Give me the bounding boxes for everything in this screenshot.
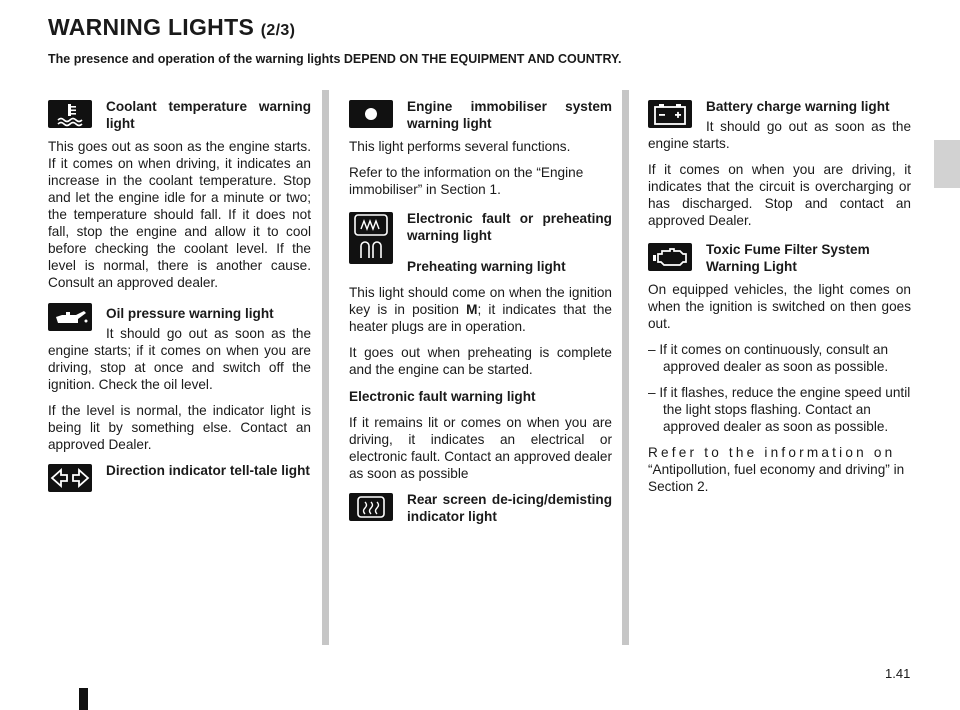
preheat-label: Electronic fault or preheating warning light — [407, 211, 612, 243]
preheat-text-2: It goes out when preheating is complete and the engine can be started. — [349, 345, 612, 377]
section-tab — [934, 140, 960, 188]
oil-label: Oil pressure warning light — [106, 306, 274, 321]
battery-icon — [648, 100, 692, 128]
title-part: (2/3) — [260, 22, 296, 39]
column-3 — [648, 98, 911, 504]
oil-entry — [48, 305, 311, 453]
page-subtitle: The presence and operation of the warning lights DEPEND ON THE EQUIPMENT AND COUNTRY. — [48, 52, 622, 66]
immobiliser-text-2: Refer to the information on the “Engine immobiliser” in Section 1. — [349, 165, 584, 197]
preheat-text-before: This light should come on when the ignition key is in position — [349, 285, 612, 317]
toxic-bullet-1: – If it comes on continuously, consult an approved dealer as soon as possible. — [648, 342, 889, 374]
page-title — [48, 14, 295, 41]
fault-heading: Electronic fault warning light — [349, 389, 536, 404]
preheat-text-1 — [349, 284, 612, 335]
column-1 — [48, 98, 311, 496]
direction-label: Direction indicator tell-tale light — [106, 463, 310, 478]
coolant-entry — [48, 98, 311, 291]
toxic-entry — [648, 241, 911, 495]
immobiliser-text-1: This light performs several functions. — [349, 139, 571, 154]
coolant-label: Coolant temperature warning light — [106, 99, 311, 131]
page-number: 1.41 — [885, 666, 911, 681]
coolant-text: This goes out as soon as the engine starts. If it comes on when driving, it indicates an increase in the coolant temperature. Stop and let the engine idle for a minute or two; the temperature should fall. If it does not fall, stop the engine and allow it to cool before checking the coolant level. If the level is normal, there is another cause. Consult an approved dealer. — [48, 139, 311, 290]
immobiliser-entry — [349, 98, 612, 198]
battery-text-2: If it comes on when you are driving, it indicates that the circuit is overcharging or has discharged. Stop and contact an approved Dealer. — [648, 162, 911, 228]
key-position: M — [466, 302, 478, 317]
rear-screen-entry — [349, 491, 612, 525]
preheat-sublabel: Preheating warning light — [407, 259, 566, 274]
toxic-refer-line-2: “Antipollution, fuel economy and driving” in Section 2. — [648, 462, 905, 494]
column-2 — [349, 98, 612, 525]
battery-text-1: It should go out as soon as the engine starts. — [648, 119, 911, 151]
corner-mark — [79, 688, 88, 710]
direction-arrows-icon — [48, 464, 92, 492]
coolant-temperature-icon — [48, 100, 92, 128]
fault-text: If it remains lit or comes on when you are driving, it indicates an electrical or electronic fault. Contact an approved dealer as soon as possible — [349, 415, 612, 481]
immobiliser-label: Engine immobiliser system warning light — [407, 99, 612, 131]
column-divider — [622, 90, 629, 645]
rear-screen-label: Rear screen de-icing/demisting indicator light — [407, 492, 612, 524]
toxic-text-1: On equipped vehicles, the light comes on when the ignition is switched on then goes out. — [648, 282, 911, 331]
oil-text-1: It should go out as soon as the engine starts; if it comes on when you are driving, stop at once and switch off the ignition. Check the oil level. — [48, 326, 311, 392]
preheat-coil-icon — [349, 212, 393, 264]
toxic-label: Toxic Fume Filter System Warning Light — [706, 242, 870, 274]
toxic-refer — [648, 444, 911, 495]
battery-entry — [648, 98, 911, 229]
key-immobiliser-icon — [349, 100, 393, 128]
toxic-bullet-2: – If it flashes, reduce the engine speed until the light stops flashing. Contact an approved dealer as soon as possible. — [648, 385, 911, 434]
engine-icon — [648, 243, 692, 271]
rear-defrost-icon — [349, 493, 393, 521]
oil-text-2: If the level is normal, the indicator light is being lit by something else. Contact an approved Dealer. — [48, 403, 311, 452]
title-text: WARNING LIGHTS — [48, 14, 255, 40]
direction-entry — [48, 462, 311, 496]
preheat-text-after: ; it indicates that the heater plugs are in operation. — [349, 302, 612, 334]
preheat-entry — [349, 210, 612, 378]
fault-entry — [349, 388, 612, 482]
column-divider — [322, 90, 329, 645]
oil-can-icon — [48, 303, 92, 331]
toxic-refer-line-1: Refer to the information on — [648, 445, 896, 460]
battery-label: Battery charge warning light — [706, 99, 890, 114]
